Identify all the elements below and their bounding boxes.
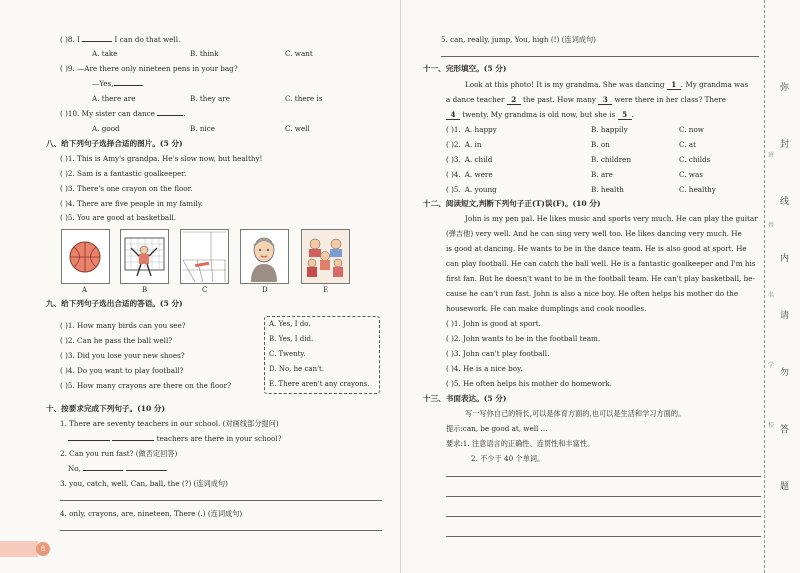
section-9-item: ( )5. How many crayons are there on the floor? [60,381,231,390]
cloze-option-row [446,170,493,179]
section-8-item: ( )2. Sam is a fantastic goalkeeper. [60,169,187,178]
answer-option: D. No, he can't. [269,365,325,373]
margin-small-char: 校 [768,422,775,429]
answer-line[interactable] [60,530,382,531]
cloze-option-b: B. children [591,155,632,164]
margin-char: 内 [780,254,790,264]
section-8-item: ( )5. You are good at basketball. [60,213,177,222]
passage-line: housework. He can make dumplings and cook noodles. [446,304,647,313]
answer-blank[interactable] [157,115,183,116]
writing-hint: 提示:can, be good at, well ... [446,424,548,433]
section-9-item: ( )4. Do you want to play football? [60,366,184,375]
crayon-floor-picture [180,229,229,284]
answer-blank[interactable] [112,440,154,441]
passage-line: can play football. He can catch the ball well. He is a fantastic goalkeeper and I'm his [446,259,756,268]
writing-prompt: 写一写你自己的特长,可以是体育方面的,也可以是生活和学习方面的。 [465,409,686,418]
cloze-option-number[interactable]: ( )2. [446,140,461,149]
section-8-title: 八、给下列句子选择合适的图片。(5 分) [46,139,183,148]
question-10: ( )10. My sister can dance . [60,109,186,118]
picture-label: A [82,286,88,294]
answer-line[interactable] [60,500,382,501]
section-10-q2-fill: No, . [68,464,168,473]
answer-blank[interactable] [114,85,142,86]
cloze-option-row [446,185,497,194]
cloze-option-a: A. child [464,155,493,164]
writing-line[interactable] [446,476,761,477]
judgement-item: ( )4. He is a nice boy. [446,364,523,373]
answer-line[interactable] [441,56,759,57]
margin-small-char: 班 [768,152,775,159]
family-picture [301,229,350,284]
writing-line[interactable] [446,516,761,517]
section-8-item: ( )1. This is Amy's grandpa. He's slow now, but healthy! [60,154,263,163]
section-10-q1: 1. There are seventy teachers in our school. (对画线部分提问) [60,419,279,428]
margin-char: 线 [780,197,790,207]
picture-label: C [202,286,208,294]
judgement-item: ( )2. John wants to be in the football team. [446,334,601,343]
option-a: A. take [92,49,118,58]
picture-label: D [262,286,268,294]
question-8: ( )8. I I can do that well. [60,35,181,44]
margin-small-char: 姓 [768,222,775,229]
margin-char: 题 [780,482,790,492]
cloze-option-row [446,140,481,149]
margin-char: 答 [780,425,790,435]
cloze-option-b: B. health [591,185,624,194]
section-10-q3: 3. you, catch, well, Can, ball, the (?) (连词成句) [60,479,228,488]
answer-options-box [264,316,380,394]
option-c: C. well [285,124,310,133]
section-9-item: ( )2. Can he pass the ball well? [60,336,173,345]
section-9-title: 九、给下列句子选出合适的答语。(5 分) [46,299,183,308]
margin-char: 封 [780,140,790,150]
section-10-q4: 4. only, crayons, are, nineteen, There (.) (连词成句) [60,509,243,518]
cloze-option-a: A. in [464,140,482,149]
answer-blank[interactable] [68,440,110,441]
question-9: ( )9. —Are there only nineteen pens in your bag? [60,64,238,73]
blank-4[interactable]: 4 [446,110,460,120]
cloze-option-c: C. childs [679,155,711,164]
answer-option: C. Twenty. [269,350,306,358]
answer-blank[interactable] [126,470,166,471]
cloze-option-number[interactable]: ( )1. [446,125,461,134]
cloze-option-b: B. happily [591,125,628,134]
margin-small-char: 名 [768,292,775,299]
option-b: B. they are [190,94,230,103]
cloze-option-number[interactable]: ( )3. [446,155,461,164]
section-10-q2: 2. Can you run fast? (做否定回答) [60,449,178,458]
writing-line[interactable] [446,496,761,497]
cloze-option-c: C. at [679,140,696,149]
cloze-option-a: A. happy [464,125,497,134]
cloze-option-row [446,125,497,134]
question-9-reply: —Yes, . [92,79,144,88]
option-c: C. there is [285,94,323,103]
section-8-item: ( )3. There's one crayon on the floor. [60,184,193,193]
cloze-line-2: a dance teacher 2 the past. How many 3 were there in her class? There [446,95,726,104]
judgement-item: ( )3. John can't play football. [446,349,550,358]
margin-char: 请 [780,311,790,321]
passage-line: John is my pen pal. He likes music and sports very much. He can play the guitar [465,214,758,223]
cloze-option-b: B. are [591,170,613,179]
cloze-option-number[interactable]: ( )5. [446,185,461,194]
grandpa-picture [240,229,289,284]
answer-option: B. Yes, I did. [269,335,314,343]
cloze-option-b: B. on [591,140,610,149]
writing-requirement: 2. 不少于 40 个单词。 [471,454,545,463]
right-page [400,0,800,573]
passage-line: is good at dancing. He wants to be in the dance team. He is also good at sport. He [446,244,747,253]
section-10-q5: 5. can, really, jump, You, high (!) (连词成句) [441,35,596,44]
cloze-line-1: Look at this photo! It is my grandma. She was dancing 1 . My grandma was [465,80,749,89]
cloze-option-c: C. now [679,125,704,134]
section-9-item: ( )3. Did you lose your new shoes? [60,351,185,360]
cloze-option-c: C. was [679,170,703,179]
blank-3[interactable]: 3 [598,95,612,105]
section-9-item: ( )1. How many birds can you see? [60,321,186,330]
option-a: A. good [92,124,120,133]
option-c: C. want [285,49,313,58]
cloze-option-a: A. young [464,185,497,194]
answer-option: E. There aren't any crayons. [269,380,370,388]
cloze-option-c: C. healthy [679,185,716,194]
cloze-line-3: 4 twenty. My grandma is old now, but she is 5 . [446,110,634,120]
page-number: 8 [36,542,50,556]
section-10-q1-fill: teachers are there in your school? [68,434,281,443]
section-13-title: 十三、书面表达。(5 分) [423,394,507,403]
answer-blank[interactable] [82,41,112,42]
margin-small-char: 学 [768,362,775,369]
goalkeeper-picture [120,229,169,284]
binding-line [764,0,765,573]
margin-char: 勿 [780,368,790,378]
option-b: B. nice [190,124,216,133]
margin-char: 弥 [780,83,790,93]
passage-line: cause he can't run fast. John is also a nice boy. He often helps his mother do the [446,289,739,298]
picture-label: E [323,286,329,294]
option-a: A. there are [92,94,136,103]
judgement-item: ( )1. John is good at sport. [446,319,541,328]
option-b: B. think [190,49,219,58]
picture-label: B [142,286,148,294]
blank-5[interactable]: 5 [618,110,632,120]
cloze-option-a: A. were [464,170,493,179]
blank-2[interactable]: 2 [507,95,521,105]
passage-line: (弹吉他) very well. And he can sing very well too. He likes dancing very much. He [446,229,742,238]
writing-requirement: 要求:1. 注意语言的正确性、连贯性和丰富性。 [446,439,595,448]
answer-blank[interactable] [83,470,123,471]
cloze-option-number[interactable]: ( )4. [446,170,461,179]
section-12-title: 十二、阅读短文,判断下列句子正(T)误(F)。(10 分) [423,199,601,208]
passage-line: first fan. But he doesn't want to be in the football team. He can't play basketball, be- [446,274,755,283]
section-8-item: ( )4. There are five people in my family. [60,199,204,208]
answer-option: A. Yes, I do. [269,320,311,328]
basketball-picture [61,229,110,284]
writing-line[interactable] [446,536,761,537]
section-10-title: 十、按要求完成下列句子。(10 分) [46,404,166,413]
section-11-title: 十一、完形填空。(5 分) [423,64,507,73]
blank-1[interactable]: 1 [667,80,681,90]
page-tab [0,541,38,557]
judgement-item: ( )5. He often helps his mother do homework. [446,379,612,388]
cloze-option-row [446,155,492,164]
